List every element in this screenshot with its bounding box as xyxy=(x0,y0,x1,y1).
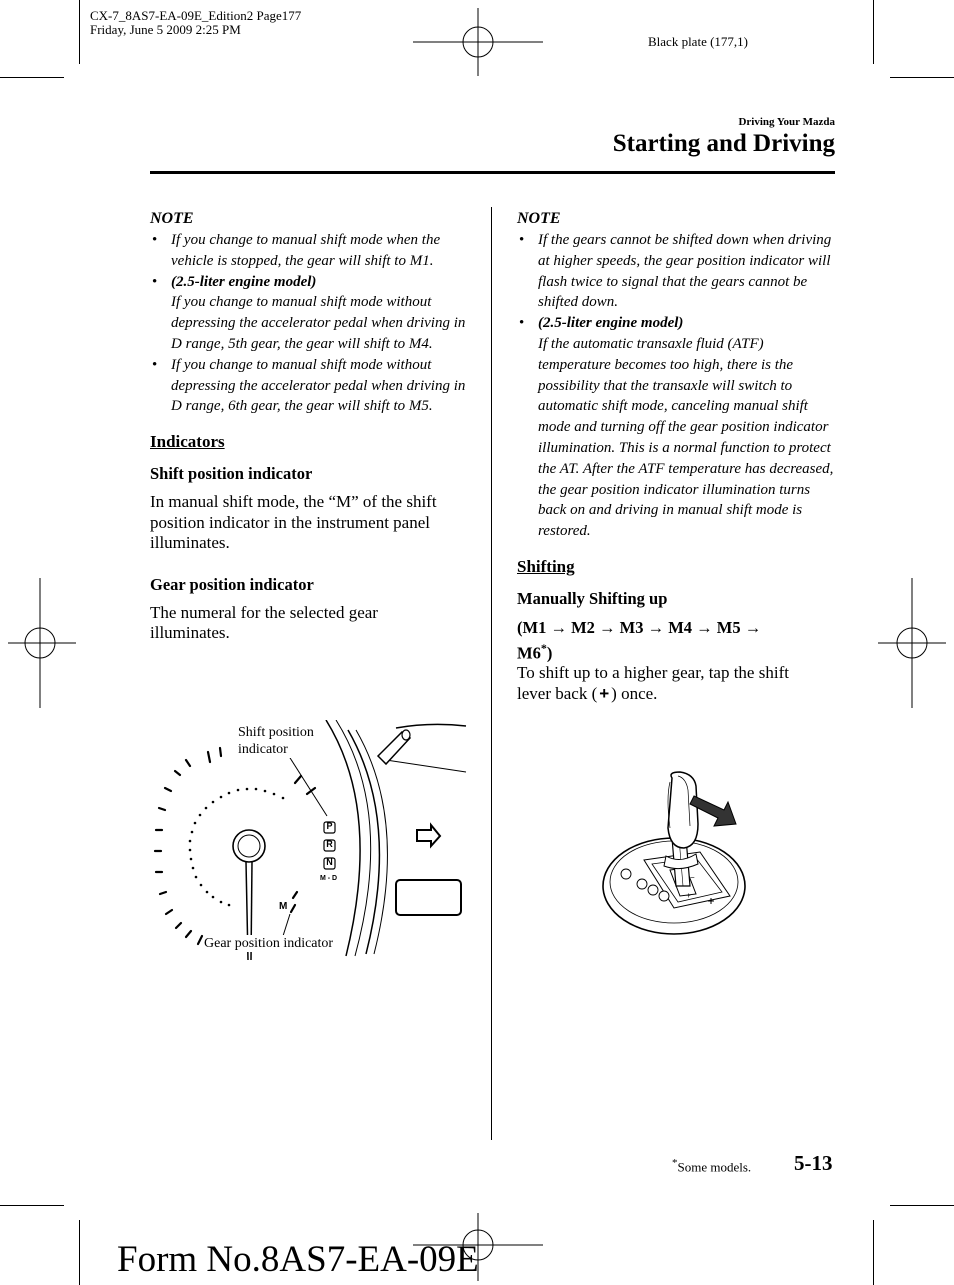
gear-sequence-close: ) xyxy=(546,643,553,663)
file-info-line1: CX-7_8AS7-EA-09E_Edition2 Page177 xyxy=(90,8,302,23)
shifting-heading: Shifting xyxy=(517,556,575,576)
label-gear-position-indicator: Gear position indicator xyxy=(204,936,334,951)
section-subtitle: Driving Your Mazda xyxy=(738,116,835,128)
shift-indicator-heading: Shift position indicator xyxy=(150,464,313,484)
list-item xyxy=(150,272,470,355)
gear-sequence-m6: M6 xyxy=(517,643,541,663)
note-heading: (2.5-liter engine model) xyxy=(171,273,317,290)
instrument-cluster-figure xyxy=(150,720,470,960)
shift-indicator-text: In manual shift mode, the “M” of the shift position indicator in the instrument panel illuminates. xyxy=(150,492,437,553)
footnote-text: Some models. xyxy=(677,1159,752,1175)
bullet-icon: • xyxy=(519,232,525,248)
instruction-line xyxy=(517,684,835,705)
lever-plus-label: + xyxy=(686,891,691,900)
registration-mark-left-icon xyxy=(4,578,76,708)
manual-up-heading: Manually Shifting up xyxy=(517,588,668,608)
note-title: NOTE xyxy=(517,210,561,227)
registration-mark-right-icon xyxy=(878,578,950,708)
instruction-text: lever back ( xyxy=(517,683,598,703)
crop-mark xyxy=(890,1205,954,1206)
note-list xyxy=(517,230,835,542)
crop-mark xyxy=(873,0,874,64)
crop-mark xyxy=(0,1205,64,1206)
plus-symbol-icon: + xyxy=(599,683,610,703)
left-column xyxy=(150,210,470,644)
gear-sequence xyxy=(517,617,835,664)
list-item xyxy=(517,313,835,542)
indicator-r: R xyxy=(326,839,333,849)
bullet-icon: • xyxy=(152,356,158,373)
note-list xyxy=(150,230,470,417)
list-item xyxy=(517,230,835,313)
shift-lever-illustration-icon xyxy=(600,768,748,940)
lever-minus-label: − xyxy=(690,873,695,882)
right-column xyxy=(517,210,835,704)
shift-up-instruction xyxy=(517,663,835,704)
gear-sequence-line1: (M1 → M2 → M3 → M4 → M5 → xyxy=(517,617,762,637)
list-item xyxy=(150,230,470,272)
page-title: Starting and Driving xyxy=(612,130,835,157)
instruction-text: ) once. xyxy=(611,683,658,703)
crop-mark xyxy=(79,1220,80,1285)
label-line: Shift position xyxy=(238,725,314,740)
note-text: If the gears cannot be shifted down when driving at higher speeds, the gear position indicator will flash twice to signal that the gears cannot be shifted down. xyxy=(538,232,832,311)
note-text: If you change to manual shift mode without depressing the accelerator pedal when driving in D range, 5th gear, the gear will shift to M4. xyxy=(171,294,466,352)
page-number: 5-13 xyxy=(794,1151,833,1175)
note-text: If you change to manual shift mode without depressing the accelerator pedal when driving in D range, 6th gear, the gear will shift to M5. xyxy=(171,356,466,415)
bullet-icon: • xyxy=(152,273,158,290)
registration-mark-top-icon xyxy=(413,4,543,80)
bullet-icon: • xyxy=(152,232,158,248)
indicator-n: N xyxy=(326,857,333,867)
form-number: Form No.8AS7-EA-09E xyxy=(117,1239,479,1280)
file-info-line2: Friday, June 5 2009 2:25 PM xyxy=(90,22,241,37)
label-line: indicator xyxy=(238,742,288,757)
footnote xyxy=(672,1157,751,1175)
crop-mark xyxy=(0,77,64,78)
crop-mark xyxy=(890,77,954,78)
list-item xyxy=(150,355,470,417)
note-title: NOTE xyxy=(150,210,194,227)
label-shift-position-indicator xyxy=(238,724,314,758)
crop-mark xyxy=(873,1220,874,1285)
indicator-p: P xyxy=(326,821,333,831)
gear-sequence-line2 xyxy=(517,638,835,664)
instruction-line: To shift up to a higher gear, tap the shift xyxy=(517,663,789,683)
note-text: If the automatic transaxle fluid (ATF) temperature becomes too high, there is the possibility that the transaxle will switch to automatic shift mode, canceling manual shift mode and turning off the gear position indicator illumination. This is a normal function to protect the AT. After the ATF temperature has decreased, the gear position indicator illumination turns back on and driving in manual shift mode is restored. xyxy=(538,335,834,540)
footnote-star: * xyxy=(540,640,547,655)
indicators-heading: Indicators xyxy=(150,432,225,452)
column-divider xyxy=(491,207,492,1140)
indicator-m: M xyxy=(279,901,288,912)
shift-lever-figure xyxy=(600,768,748,940)
note-heading: (2.5-liter engine model) xyxy=(538,315,684,332)
plate-info: Black plate (177,1) xyxy=(648,34,748,49)
footnote-star: * xyxy=(672,1157,678,1169)
indicator-md: M - D xyxy=(320,875,338,882)
note-text: If you change to manual shift mode when the vehicle is stopped, the gear will shift to M1. xyxy=(171,232,441,269)
gear-indicator-heading: Gear position indicator xyxy=(150,574,314,594)
header-rule xyxy=(150,171,835,174)
bullet-icon: • xyxy=(519,315,525,332)
crop-mark xyxy=(79,0,80,64)
gear-indicator-text: The numeral for the selected gear illuminates. xyxy=(150,602,378,643)
